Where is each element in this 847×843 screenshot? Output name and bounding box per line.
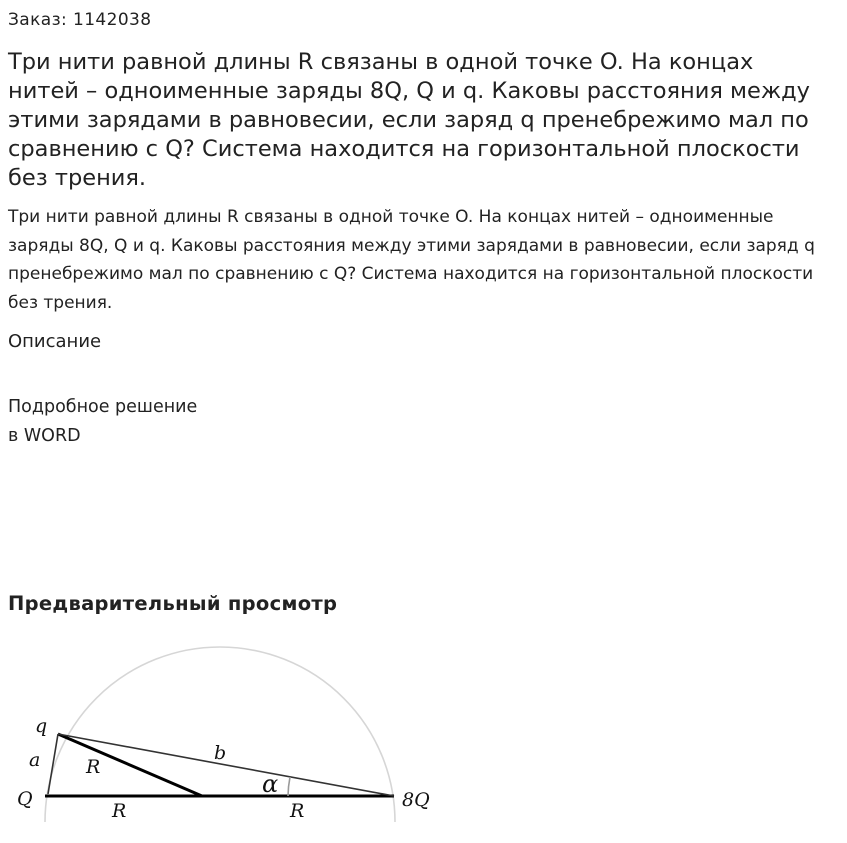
label-a: a xyxy=(29,749,41,771)
label-alpha: α xyxy=(262,770,279,798)
physics-diagram xyxy=(8,622,448,843)
problem-text: Три нити равной длины R связаны в одной точке O. На концах нитей – одноименные заряды 8Q, Q и q. Каковы расстояния между этими зарядами в равновесии, если заряд q пренебрежимо мал по сравнению с Q? Система находится на горизонтальной плоскости без трения. xyxy=(8,207,815,313)
label-b: b xyxy=(214,742,227,764)
label-Q: Q xyxy=(17,788,33,810)
angle-alpha-arc xyxy=(288,777,290,796)
description-label: Описание xyxy=(8,331,102,352)
solution-info xyxy=(8,393,197,451)
label-R-right: R xyxy=(290,800,305,822)
label-R-left: R xyxy=(112,800,127,822)
label-R-inner: R xyxy=(86,756,101,778)
preview-figure xyxy=(8,622,448,843)
preview-title: Предварительный просмотр xyxy=(8,592,338,615)
solution-line-2: в WORD xyxy=(8,426,81,446)
solution-line-1: Подробное решение xyxy=(8,397,198,417)
distance-a-line xyxy=(48,734,58,794)
thread-q-line xyxy=(58,734,202,796)
problem-title: Три нити равной длины R связаны в одной точке O. На концах нитей – одноименные заряды 8Q, Q и q. Каковы расстояния между этими зарядами в равновесии, если заряд q пренебрежимо мал по сравнению с Q? Система находится на горизонтальной плоскости без трения. xyxy=(8,49,810,191)
label-8Q: 8Q xyxy=(402,789,430,811)
label-q: q xyxy=(35,715,48,737)
order-number: Заказ: 1142038 xyxy=(8,10,152,30)
